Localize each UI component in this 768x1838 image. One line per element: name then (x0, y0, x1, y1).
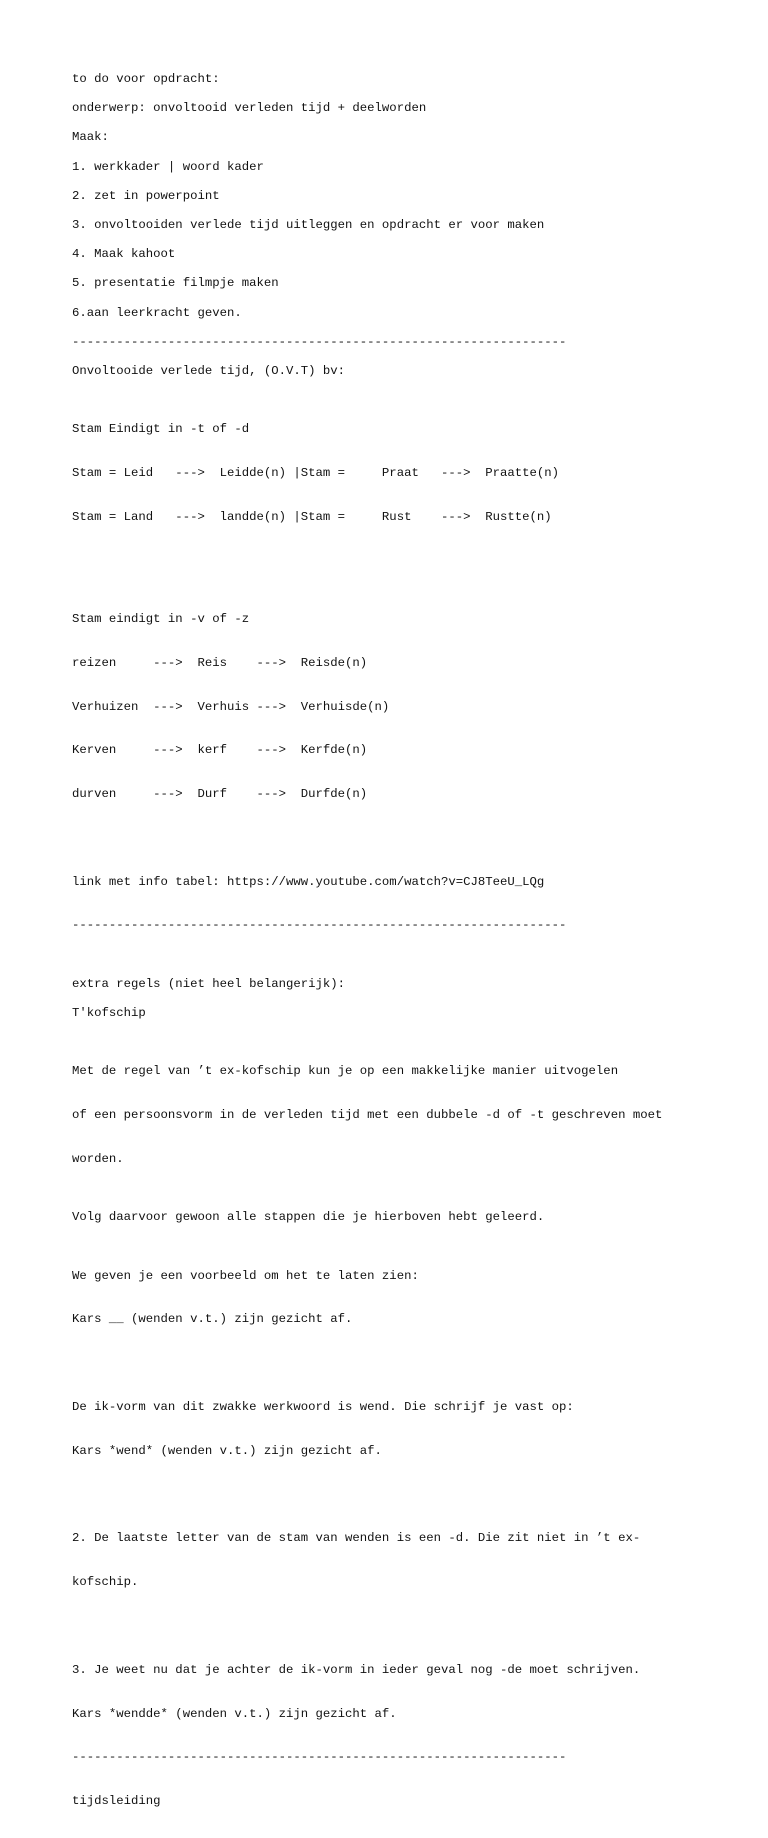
td-table-row: Stam = Leid ---> Leidde(n) |Stam = Praat ---> Praatte(n) (72, 466, 560, 481)
task-item: 5. presentatie filmpje maken (72, 276, 279, 291)
vz-table-title: Stam eindigt in -v of -z (72, 611, 250, 626)
extra-heading: extra regels (niet heel belangerijk): (72, 976, 346, 991)
divider: ------------------------------------------------------------------- (72, 918, 567, 933)
step-2-block (72, 1502, 692, 1619)
divider: ------------------------------------------------------------------- (72, 1750, 567, 1765)
task-item: 3. onvoltooiden verlede tijd uitleggen en opdracht er voor maken (72, 217, 545, 232)
last-line: tijdsleiding (72, 1794, 161, 1809)
vz-table (72, 583, 692, 831)
paragraph-line: of een persoonsvorm in de verleden tijd met een dubbele -d of -t geschreven moet (72, 1108, 663, 1123)
kofschip-title: T'kofschip (72, 1006, 146, 1020)
document-page (72, 72, 692, 1838)
task-item: 2. zet in powerpoint (72, 188, 220, 203)
task-item: 4. Maak kahoot (72, 247, 176, 262)
step-1-block (72, 1371, 692, 1488)
td-table (72, 393, 692, 554)
example-block (72, 1240, 692, 1357)
step-3-block (72, 1634, 692, 1838)
vz-table-row: durven ---> Durf ---> Durfde(n) (72, 787, 368, 802)
vz-table-row: Verhuizen ---> Verhuis ---> Verhuisde(n) (72, 699, 390, 714)
make-label: Maak: (72, 130, 109, 145)
vz-table-row: reizen ---> Reis ---> Reisde(n) (72, 655, 368, 670)
steps-intro: Volg daarvoor gewoon alle stappen die je hierboven hebt geleerd. (72, 1210, 545, 1225)
td-table-title: Stam Eindigt in -t of -d (72, 422, 250, 437)
subject-line: onderwerp: onvoltooid verleden tijd + deelworden (72, 101, 427, 116)
task-item: 6.aan leerkracht geven. (72, 305, 242, 320)
paragraph-line: worden. (72, 1151, 124, 1166)
info-link[interactable]: link met info tabel: https://www.youtube.com/watch?v=CJ8TeeU_LQg (72, 874, 545, 889)
paragraph-line: Met de regel van ’t ex-kofschip kun je op een makkelijke manier uitvogelen (72, 1064, 619, 1079)
paragraph-line: We geven je een voorbeeld om het te laten zien: (72, 1268, 419, 1283)
vz-table-row: Kerven ---> kerf ---> Kerfde(n) (72, 743, 368, 758)
blank-line (72, 568, 692, 583)
task-item: 1. werkkader | woord kader (72, 159, 264, 174)
blank-line (72, 962, 692, 977)
paragraph-line: 3. Je weet nu dat je achter de ik-vorm in ieder geval nog -de moet schrijven. (72, 1662, 641, 1677)
paragraph-line: De ik-vorm van dit zwakke werkwoord is wend. Die schrijf je vast op: (72, 1400, 574, 1415)
link-line (72, 845, 692, 962)
divider: ------------------------------------------------------------------- (72, 334, 567, 349)
paragraph-line: Kars *wend* (wenden v.t.) zijn gezicht af. (72, 1443, 382, 1458)
paragraph-line: Kars *wendde* (wenden v.t.) zijn gezicht af. (72, 1706, 397, 1721)
paragraph-line: 2. De laatste letter van de stam van wenden is een -d. Die zit niet in ’t ex- (72, 1531, 641, 1546)
ovt-heading: Onvoltooide verlede tijd, (O.V.T) bv: (72, 363, 346, 378)
paragraph-line: kofschip. (72, 1575, 139, 1590)
intro-line: to do voor opdracht: (72, 72, 220, 86)
kofschip-paragraph (72, 1035, 692, 1196)
td-table-row: Stam = Land ---> landde(n) |Stam = Rust ---> Rustte(n) (72, 509, 552, 524)
paragraph-line: Kars __ (wenden v.t.) zijn gezicht af. (72, 1312, 353, 1327)
